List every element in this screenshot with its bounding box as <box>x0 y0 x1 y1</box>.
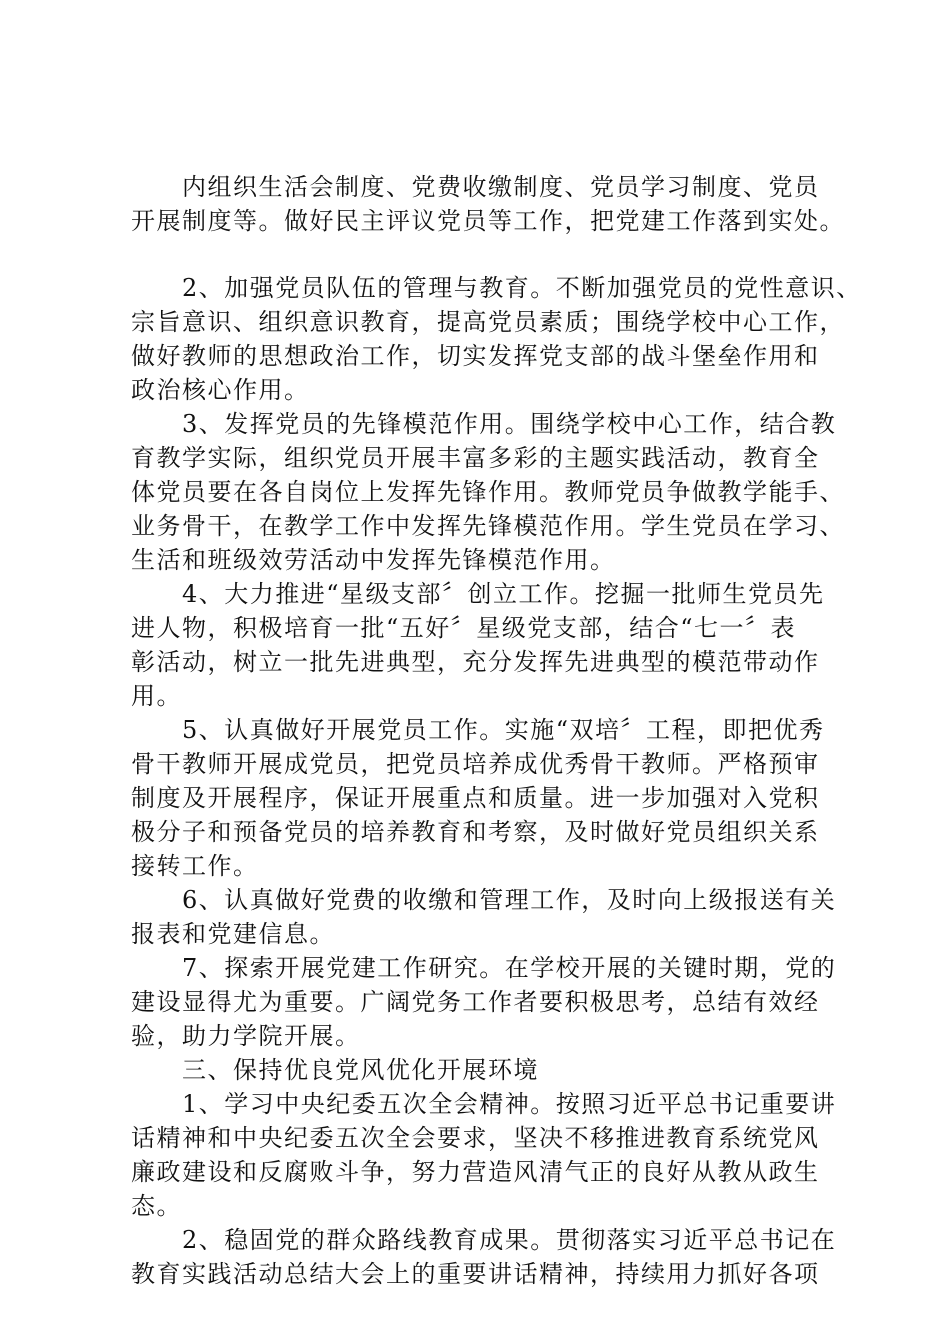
text-line: 4、大力推进“星级支部〞创立工作。挖掘一批师生党员先 <box>131 580 825 608</box>
text-line: 政治核心作用。 <box>131 376 310 404</box>
text-line: 2、稳固党的群众路线教育成果。贯彻落实习近平总书记在 <box>131 1226 837 1254</box>
text-line: 用。 <box>131 682 182 710</box>
text-line: 内组织生活会制度、党费收缴制度、党员学习制度、党员 <box>131 173 820 201</box>
text-line: 接转工作。 <box>131 852 259 880</box>
text-line: 建设显得尤为重要。广阔党务工作者要积极思考，总结有效经 <box>131 988 820 1016</box>
text-line: 验，助力学院开展。 <box>131 1022 361 1050</box>
text-line: 话精神和中央纪委五次全会要求，坚决不移推进教育系统党风 <box>131 1124 820 1152</box>
document-body <box>131 170 862 1291</box>
text-line: 廉政建设和反腐败斗争，努力营造风清气正的良好从教从政生 <box>131 1158 820 1186</box>
text-line: 2、加强党员队伍的管理与教育。不断加强党员的党性意识、 <box>131 274 862 302</box>
text-line: 开展制度等。做好民主评议党员等工作，把党建工作落到实处。 <box>131 207 845 235</box>
text-line: 教育实践活动总结大会上的重要讲话精神，持续用力抓好各项 <box>131 1260 820 1288</box>
text-line: 育教学实际，组织党员开展丰富多彩的主题实践活动，教育全 <box>131 444 820 472</box>
text-line: 7、探索开展党建工作研究。在学校开展的关键时期，党的 <box>131 954 837 982</box>
text-line: 制度及开展程序，保证开展重点和质量。进一步加强对入党积 <box>131 784 820 812</box>
text-line: 做好教师的思想政治工作，切实发挥党支部的战斗堡垒作用和 <box>131 342 820 370</box>
text-line: 体党员要在各自岗位上发挥先锋作用。教师党员争做教学能手、 <box>131 478 845 506</box>
text-line: 业务骨干，在教学工作中发挥先锋模范作用。学生党员在学习、 <box>131 512 845 540</box>
text-line: 彰活动，树立一批先进典型，充分发挥先进典型的模范带动作 <box>131 648 820 676</box>
text-line: 6、认真做好党费的收缴和管理工作，及时向上级报送有关 <box>131 886 837 914</box>
text-line: 骨干教师开展成党员，把党员培养成优秀骨干教师。严格预审 <box>131 750 820 778</box>
text-line: 1、学习中央纪委五次全会精神。按照习近平总书记重要讲 <box>131 1090 837 1118</box>
text-line: 极分子和预备党员的培养教育和考察，及时做好党员组织关系 <box>131 818 820 846</box>
text-line: 5、认真做好开展党员工作。实施“双培〞工程，即把优秀 <box>131 716 825 744</box>
text-line: 态。 <box>131 1192 182 1220</box>
text-line: 报表和党建信息。 <box>131 920 335 948</box>
text-line: 宗旨意识、组织意识教育，提高党员素质；围绕学校中心工作， <box>131 308 845 336</box>
text-line: 3、发挥党员的先锋模范作用。围绕学校中心工作，结合教 <box>131 410 837 438</box>
text-line: 生活和班级效劳活动中发挥先锋模范作用。 <box>131 546 616 574</box>
text-line: 三、保持优良党风优化开展环境 <box>131 1056 539 1084</box>
text-line: 进人物，积极培育一批“五好〞星级党支部，结合“七一〞表 <box>131 614 797 642</box>
